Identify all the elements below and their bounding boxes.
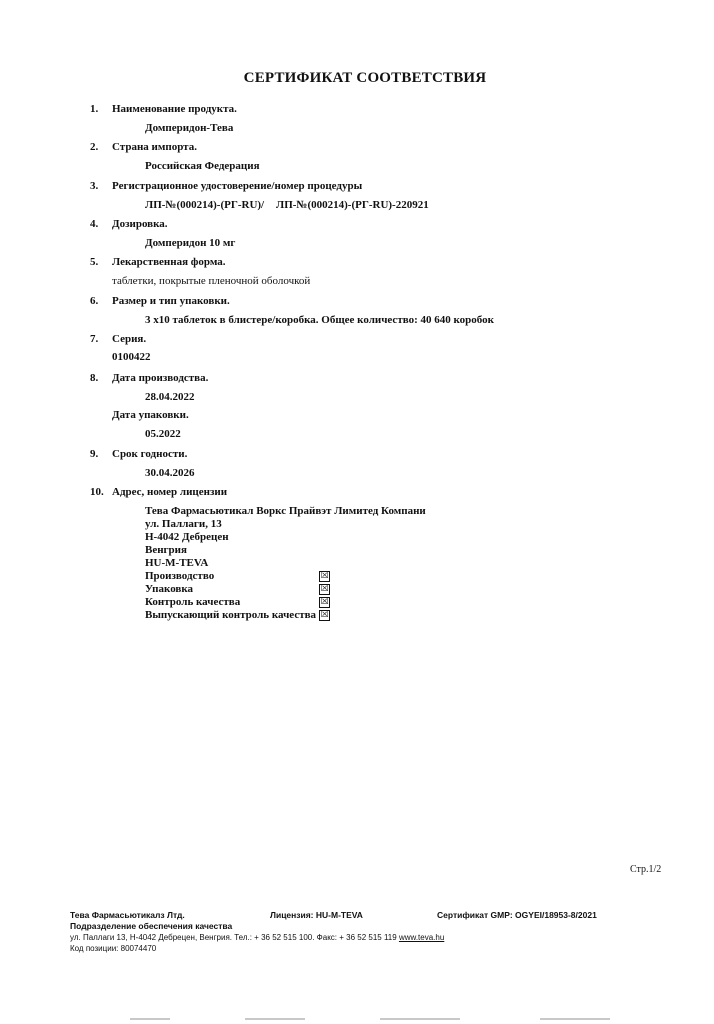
item-label-dosage: Дозировка. [112, 218, 168, 230]
item-label-import-country: Страна импорта. [112, 141, 197, 153]
activity-checkbox: ☒ [320, 597, 329, 607]
value-import-country: Российская Федерация [145, 160, 260, 172]
activity-label: Выпускающий контроль качества [145, 609, 317, 621]
item-number: 8. [90, 372, 99, 384]
activity-checkbox: ☒ [320, 584, 329, 594]
item-label-expiry: Срок годности. [112, 448, 188, 460]
item-label-package: Размер и тип упаковки. [112, 295, 230, 307]
scan-artifact [130, 1018, 170, 1020]
activity-label: Контроль качества [145, 596, 241, 608]
value-dosage-form: таблетки, покрытые пленочной оболочкой [112, 275, 311, 287]
footer-license: Лицензия: HU-M-TEVA [270, 910, 363, 920]
address-city: H-4042 Дебрецен [145, 531, 229, 543]
value-packing-date: 05.2022 [145, 428, 181, 440]
address-license: HU-M-TEVA [145, 557, 209, 569]
value-registration-2: ЛП-№(000214)-(РГ-RU)-220921 [276, 199, 429, 211]
scan-artifact [245, 1018, 305, 1020]
item-number: 7. [90, 333, 99, 345]
value-batch: 0100422 [112, 351, 151, 363]
item-number: 4. [90, 218, 99, 230]
footer-website-link[interactable]: www.teva.hu [398, 933, 445, 942]
item-label-dosage-form: Лекарственная форма. [112, 256, 226, 268]
address-street: ул. Паллаги, 13 [145, 518, 222, 530]
address-company: Тева Фармасьютикал Воркс Прайвэт Лимитед Компани [145, 505, 426, 517]
page-number: Стр.1/2 [630, 864, 662, 875]
label-packing-date: Дата упаковки. [112, 409, 189, 421]
activity-label: Производство [145, 570, 215, 582]
item-number: 5. [90, 256, 99, 268]
activity-checkbox: ☒ [320, 571, 329, 581]
footer-gmp: Сертификат GMP: OGYEI/18953-8/2021 [437, 910, 597, 920]
item-number: 6. [90, 295, 99, 307]
scan-artifact [540, 1018, 610, 1020]
item-label-manufacture-date: Дата производства. [112, 372, 209, 384]
item-label-address: Адрес, номер лицензии [112, 486, 228, 498]
item-number: 1. [90, 103, 99, 115]
value-product-name: Домперидон-Тева [145, 122, 234, 134]
item-label-registration: Регистрационное удостоверение/номер процедуры [112, 180, 363, 192]
footer-company: Тева Фармасьютикалз Лтд. [70, 910, 185, 920]
footer-contacts [70, 933, 444, 942]
footer-contacts-text: ул. Паллаги 13, H-4042 Дебрецен, Венгрия. Тел.: + 36 52 515 100. Факс: + 36 52 515 119 [70, 933, 397, 942]
value-manufacture-date: 28.04.2022 [145, 391, 195, 403]
value-registration-1: ЛП-№(000214)-(РГ-RU)/ [145, 199, 265, 211]
value-package: 3 x10 таблеток в блистере/коробка. Общее количество: 40 640 коробок [145, 314, 494, 326]
item-label-product-name: Наименование продукта. [112, 103, 237, 115]
value-expiry: 30.04.2026 [145, 467, 195, 479]
item-number: 3. [90, 180, 99, 192]
value-dosage: Домперидон 10 мг [145, 237, 236, 249]
item-number: 2. [90, 141, 99, 153]
page-title: СЕРТИФИКАТ СООТВЕТСТВИЯ [243, 70, 487, 86]
footer-position-code: Код позиции: 80074470 [70, 944, 157, 953]
item-number: 9. [90, 448, 99, 460]
item-number: 10. [90, 486, 104, 498]
scan-artifact [380, 1018, 460, 1020]
activity-checkbox: ☒ [320, 610, 329, 620]
address-country: Венгрия [145, 544, 187, 556]
footer-department: Подразделение обеспечения качества [70, 921, 233, 931]
item-label-batch: Серия. [112, 333, 147, 345]
activity-label: Упаковка [145, 583, 194, 595]
